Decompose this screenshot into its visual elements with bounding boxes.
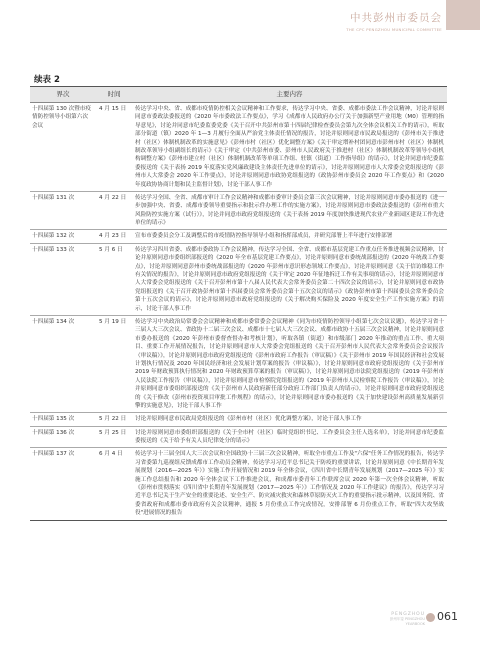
column-header-content: 主要内容 [132, 87, 447, 103]
content-cell: 传达学习全国、全省、成都市审计工作会议精神和成都市委审计委员会第三次会议精神，讨论并原则同意市委办报送的《进一步加强中央、省委、成都市委领导重要指示和批示件办理工作的实施方案》，讨论并原则同意市委政法委报送的《彭州市重大风险防控实施方案（试行）》，讨论并同意市政府党组报送的《关于表扬 2019 年度加快推进现代农业产业新园区建设工作先进单位的请示》 [132, 191, 447, 230]
session-cell: 十四届第 136 次 [30, 426, 96, 448]
table-row [30, 448, 447, 520]
date-cell: 4 月 23 日 [96, 230, 132, 243]
footer-brand [385, 612, 425, 626]
date-cell: 5 月 25 日 [96, 426, 132, 448]
table-row [30, 243, 447, 315]
column-header-date: 时间 [96, 87, 132, 103]
header-title: 中共彭州市委员会 [350, 12, 442, 24]
header-color-tab [446, 0, 480, 30]
content-cell: 传达学习四川省委、成都市委政协工作会议精神，传达学习全国、全省、成都市基层党建工作重点任务推进视频会议精神，讨论并原则同意市委组织部报送的《2020 年全市基层党建工作要点》，讨论并原则同意市委统战部报送的《2020 年统战工作要点》，讨论并原则同意彭州市委统战部报送的《2020 年彭州市意识形态领域工作要点》，讨论并原则同意《关于信访维稳工作有关情况的报告》，讨论并原则同意市政府党组报送的《关于审定 2020 年征地拆迁工作有关事项的请示》，讨论并原则同意市人大常委会党组报送的《关于召开彭州市第十八届人民代表大会常务委员会第二十四次会议的请示》，讨论并原则同意市政协党组报送的《关于召开政协彭州市第十四届委员会常务委员会第十五次会议的请示》《政协彭州市第十四届委员会常务委员会第十五次会议的请示》，讨论并原则同意市政府党组报送的《关于解决购买保险及 2020 年度安全生产工作实施方案》的请示，讨论干部人事工作 [132, 243, 447, 315]
table-row [30, 230, 447, 243]
page-number [426, 610, 458, 623]
column-header-session: 界次 [30, 87, 96, 103]
date-cell: 5 月 6 日 [96, 243, 132, 315]
table-row [30, 426, 447, 448]
table-row [30, 413, 447, 426]
footer-brand-name: PENGZHOU [391, 612, 425, 617]
content-cell: 传达学习中央、省、成都市疫情防控相关会议精神和工作要求，传达学习中央、省委、成都市委法工作会议精神，讨论并原则同意市委政法委报送的《2020 年市委政法工作要点》，学习《成都市人民政府办公厅关于加强新型产业用地（M0）管理的指导意见》，讨论并同意市纪委监委党委《关于召开中共彭州市第十四届纪律检查委员会第九次全体会议相关工作的请示》，听取部分街道（镇）2020 年 1—3 月履行全面从严治党主体责任情况的报告，讨论并原则同意市民政局报送的《彭州市关于推进村（社区）体制机制改革的实施意见》《彭州市村（社区）优化调整方案》《关于审定増补村团同意市彭州市村（社区）体制机制改革领导小组副组长的请示》《关于审定《中共彭州市委、彭州市人民政府关于推进村（社区）体制机制改革等领导小组机构调整方案》《彭州市建立村（社区）体制机制改革等单项工作组、驻镇（街道）工作指导组》的请示》，讨论并同意市纪委监委报送的《关于表扬 2019 年度落实党风廉政建设主体责任先进单位的请示》，讨论并原则同意市人大常委会党组报送的《彭州市人大常委会 2020 年工作要点》，讨论并原则同意市政协党组报送的《政协彭州市委员会 2020 年工作要点》和《2020 年度政协协商计划和民主监督计划》，讨论干部人事工作 [132, 103, 447, 192]
session-cell: 十四届第 133 次 [30, 243, 96, 315]
date-cell: 6 月 4 日 [96, 448, 132, 520]
table-row [30, 103, 447, 192]
content-cell: 讨论并原则同意市委组织部报送的《关于全市村（社区）临时党组织书记、工作委员会主任人选名单》，讨论并同意市纪委监委报送的《关于给予有关人员纪律处分的请示》 [132, 426, 447, 448]
header-subtitle: THE CPC PENGZHOU MUNICIPAL COMMITTEE [346, 27, 442, 32]
session-cell: 十四届第 137 次 [30, 448, 96, 520]
date-cell: 5 月 22 日 [96, 413, 132, 426]
meeting-table [30, 86, 447, 521]
table-row [30, 315, 447, 412]
table-row [30, 191, 447, 230]
content-cell: 传达学习十三届全国人大三次会议和全国政协十三届三次会议精神，听取全市重点工作及"六保"任务工作情况的报告，传达学习省委第九巡视组反馈成都市工作动员会精神，传达学习习近平总书记关于防疫的重要讲话，讨论并原则同意《中长期青年发展规划（2016—2025 年）》实施工作开展情况和 2019 年全体会议，《四川省中长期青年发展规划（2017—2025 年）》实施工作总结报告和 2020 年全体会议下工作推进会议，和成都市委青年工作联席会议 2020 年第一次全体会议精神，听取《彭州市贯彻落实《四川省中长期青年发展规划（2017—2025 年）》工作情况及 2020 年工作建议》的报告》，传达学习习近平总书记关于生产安全的重要论述、安全生产、防灾减灾救灾和森林草原防灭火工作的重要指示批示精神，以及国务院、省委省政府和成都市委市政府有关会议精神，通报 5 月份重点工作完成情况，安排部署 6 月份重点工作，听取"四大攻坚战役"进展情况的报告 [132, 448, 447, 520]
page-header [0, 0, 480, 62]
table-header-row [30, 87, 447, 103]
page-number-text: 061 [437, 610, 458, 623]
date-cell: 5 月 19 日 [96, 315, 132, 412]
table-caption: 续表 2 [34, 75, 60, 85]
header-branding [346, 10, 442, 32]
session-cell: 十四届第 135 次 [30, 413, 96, 426]
date-cell: 4 月 15 日 [96, 103, 132, 192]
content-cell: 讨论并原则同意市民政局党组报送的《彭州市村（社区）优化调整方案》，讨论干部人事工作 [132, 413, 447, 426]
content-cell: 传达学习中央政治局常委会会议精神和成都市委常委会会议精神《同为市疫情防控领导小组第七次会议议题》，传达学习省十三届人大三次会议、省政协十二届三次会议、成都市十七届人大三次会议、成都市政协十五届三次会议精神，讨论并原则同意市委办报送的《2020 年彭州市委督查督办和考核计划》，听取各镇（街道）和市级部门 2020 年推动的重点工作、重大项目、重要工作开展情况报告，讨论并原则同意市人大常委会党组报送的《关于召开彭州市人民代表大会常务委员会会议报告（审议稿）》，讨论并原则同意市政府党组报送的《彭州市政府工作报告（审议稿）》《关于彭州市 2019 年国民经济和社会发展计划执行情况及 2020 年国民经济和社会发展计划草案的报告（审议稿）》，讨论并原则同意市政府党组报送的《关于彭州市 2019 年财政预算执行情况和 2020 年财政预算草案的报告（审议稿）》，讨论并原则同意市法院党组报送的《2019 年彭州市人民法院工作报告（审议稿）》，讨论并原则同意市检察院党组报送的《2019 年彭州市人民检察院工作报告（审议稿）》，讨论并原则同意市委组织部报送的《关于彭州市人民政府新任部分政府工作部门负责人的请示》，讨论并原则同意市政府党组报送的《关于修改《彭州市投资项目审批工作规程》的请示》，讨论并原则同意市委办报送的《关于加快建设彭州高质量发展新引擎的实施意见》，讨论干部人事工作 [132, 315, 447, 412]
session-cell: 十四届第 134 次 [30, 315, 96, 412]
footer-brand-sub: 彭州年鉴 PENGZHOU YEARBOOK [389, 617, 425, 626]
date-cell: 4 月 22 日 [96, 191, 132, 230]
session-cell: 十四届第 131 次 [30, 191, 96, 230]
session-cell: 十四届第 132 次 [30, 230, 96, 243]
page-marker-icon [426, 613, 435, 622]
session-cell: 十四届第 130 次暨市疫情防控领导小组第六次会议 [30, 103, 96, 192]
content-cell: 宣布市委委员会分工及调整后的市疫情防控指导领导小组和指挥部成员，并研究部署上半年进行安排部署 [132, 230, 447, 243]
